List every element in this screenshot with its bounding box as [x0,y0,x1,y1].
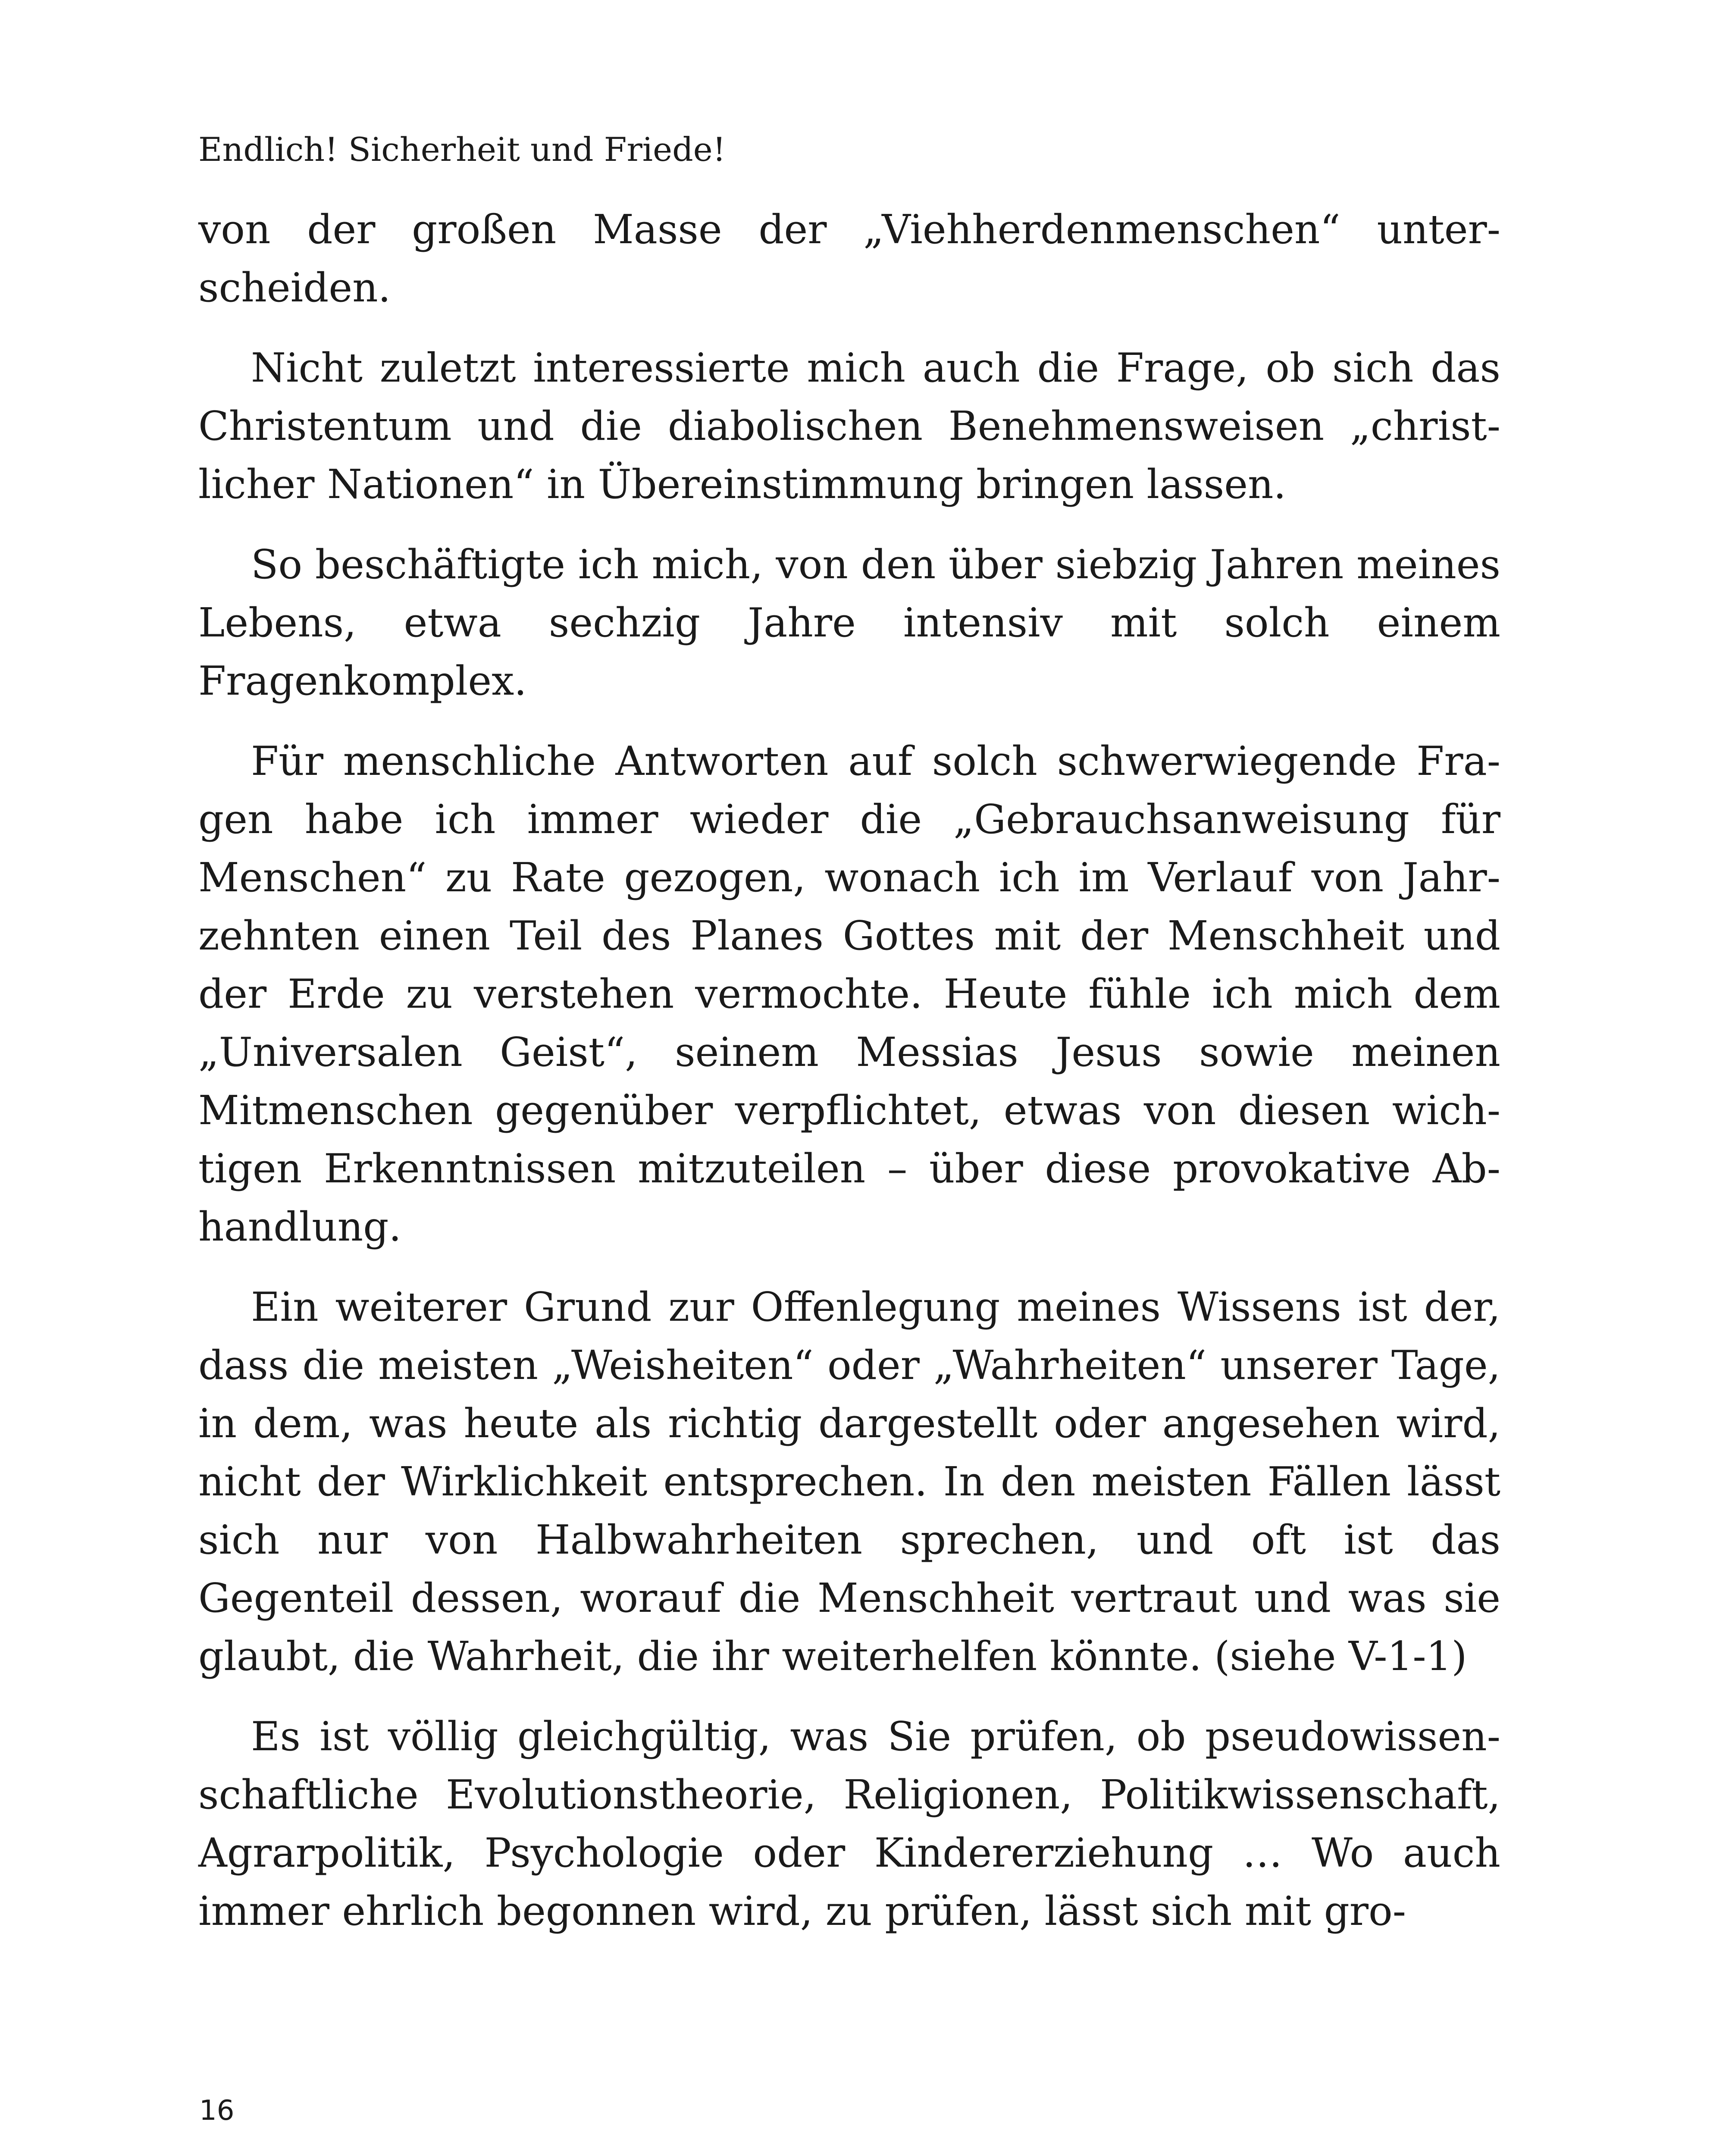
body-text [198,201,1500,1962]
running-header: Endlich! Sicherheit und Friede! [198,130,726,169]
page-number: 16 [199,2095,235,2127]
paragraph: Es ist völlig gleichgültig, was Sie prüfen, ob pseudowissenschaftliche Evolutionstheorie, Religionen, Politikwissenschaft, Agrarpolitik, Psychologie oder Kindererziehung … Wo auch immer ehrlich begonnen wird, zu prüfen, lässt sich mit gro- [198,1713,1500,1934]
paragraph: Ein weiterer Grund zur Offenlegung meines Wissens ist der, dass die meisten „Weisheiten“ oder „Wahrheiten“ unserer Tage, in dem, was heute als richtig dargestellt oder angesehen wird, nicht der Wirklichkeit entsprechen. In den meisten Fällen lässt sich nur von Halbwahrheiten sprechen, und oft ist das Gegenteil dessen, worauf die Menschheit vertraut und was sie glaubt, die Wahrheit, die ihr weiterhelfen könnte. (siehe V-1-1) [198,1284,1500,1680]
paragraph: Für menschliche Antworten auf solch schwerwiegende Fragen habe ich immer wieder die „Gebrauchsanweisung für Menschen“ zu Rate gezogen, wonach ich im Verlauf von Jahrzehnten einen Teil des Planes Gottes mit der Menschheit und der Erde zu verstehen vermochte. Heute fühle ich mich dem „Universalen Geist“, seinem Messias Jesus sowie meinen Mitmenschen gegenüber verpflichtet, etwas von diesen wichtigen Erkenntnissen mitzuteilen – über diese provokative Abhandlung. [198,738,1500,1250]
paragraph-continued: von der großen Masse der „Viehherdenmenschen“ unterscheiden. [198,206,1500,311]
paragraph: So beschäftigte ich mich, von den über siebzig Jahren meines Lebens, etwa sechzig Jahre intensiv mit solch einem Fragenkomplex. [198,541,1500,704]
paragraph: Nicht zuletzt interessierte mich auch die Frage, ob sich das Christentum und die diabolischen Benehmensweisen „christlicher Nationen“ in Übereinstimmung bringen lassen. [198,345,1500,508]
